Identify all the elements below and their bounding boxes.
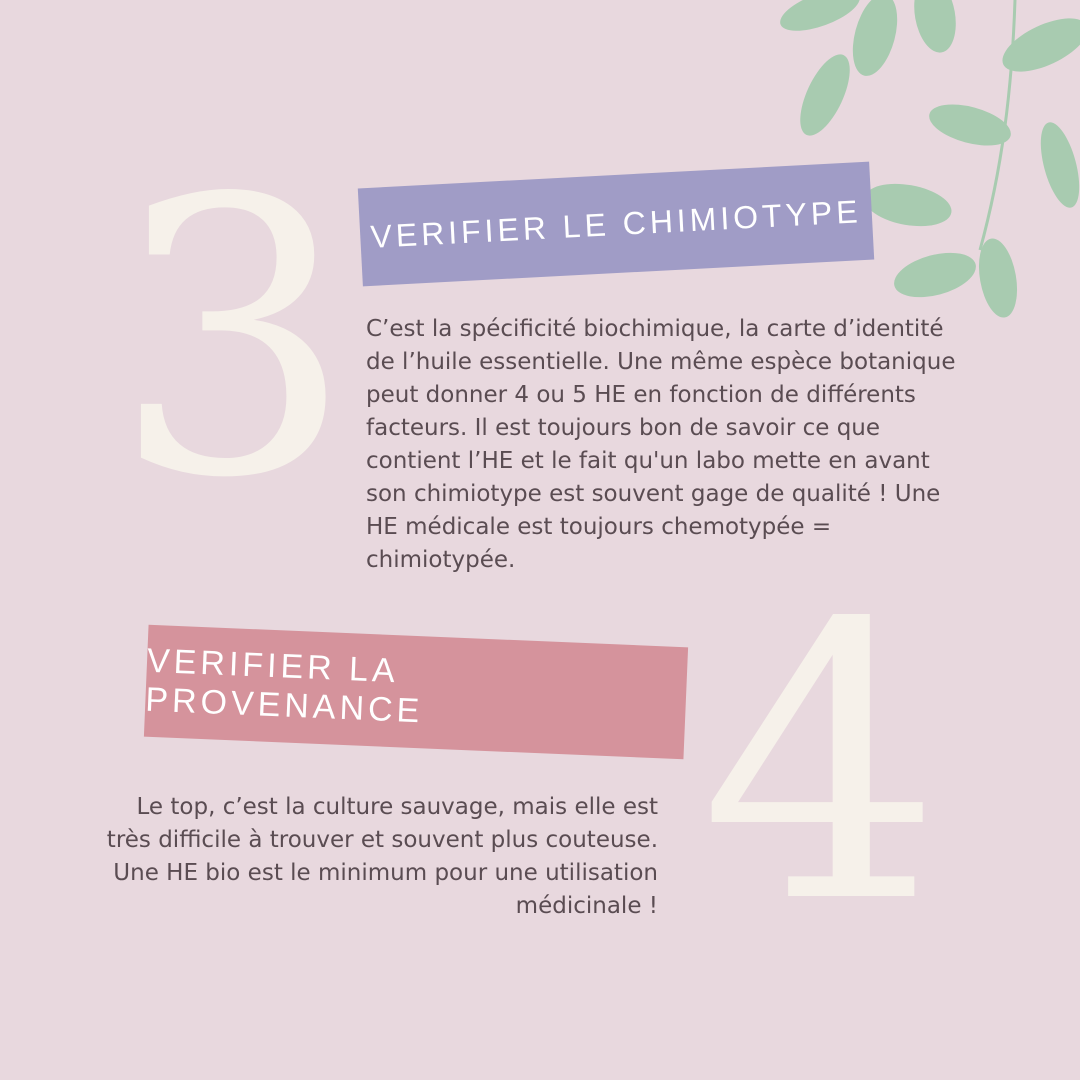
section-3-numeral: 3	[112, 118, 354, 561]
section-4-title-banner: VERIFIER LA PROVENANCE	[144, 625, 688, 760]
section-4-numeral: 4	[700, 543, 942, 986]
section-4-body: Le top, c’est la culture sauvage, mais elle est très difficile à trouver et souvent plus couteuse. Une HE bio est le minimum pour une utilisation médicinale !	[106, 794, 658, 919]
section-3-body: C’est la spécificité biochimique, la carte d’identité de l’huile essentielle. Une même espèce botanique peut donner 4 ou 5 HE en fonction de différents facteurs. Il est toujours bon de savoir ce que contient l’HE et le fait qu'un labo mette en avant son chimiotype est souvent gage de qualité ! Une HE médicale est toujours chemotypée = chimiotypée.	[366, 316, 956, 573]
section-3-title-banner: VERIFIER LE CHIMIOTYPE	[358, 162, 874, 287]
